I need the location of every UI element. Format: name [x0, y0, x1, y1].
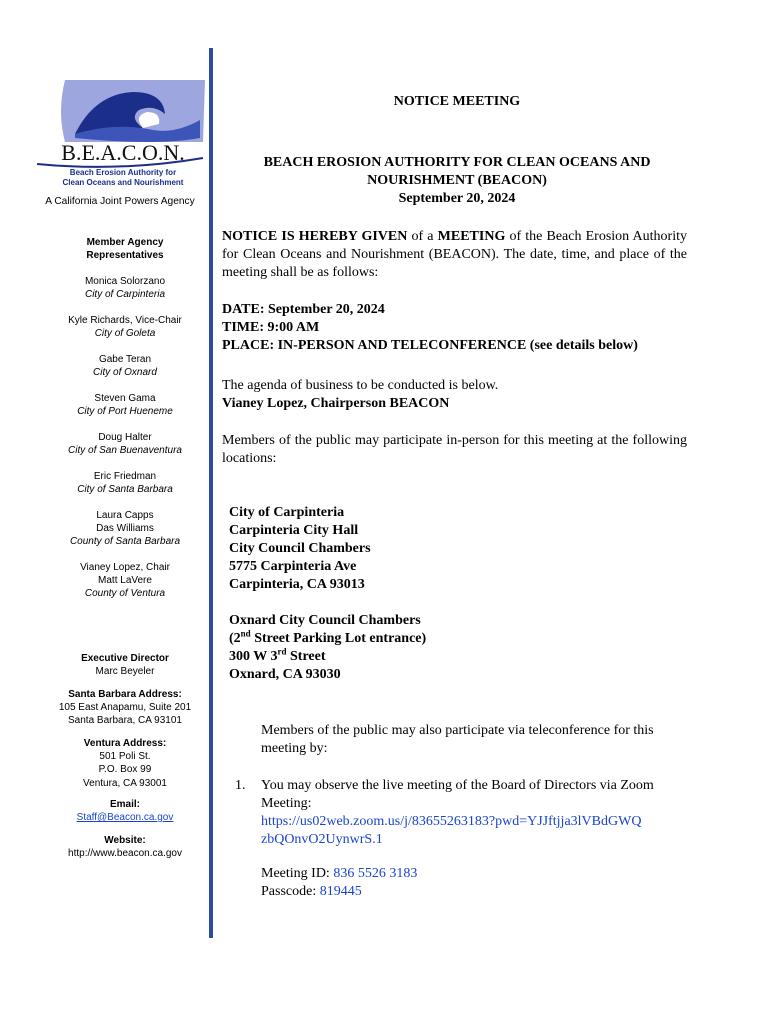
notice-title: NOTICE MEETING [393, 94, 521, 109]
svg-text:Clean Oceans and Nourishment: Clean Oceans and Nourishment [62, 178, 184, 187]
member-entry: Doug Halter City of San Buenaventura [68, 432, 182, 457]
location-carpinteria: City of Carpinteria Carpinteria City Hall City Council Chambers 5775 Carpinteria Ave Carpinteria, CA 93013 [229, 505, 371, 592]
executive-director: Executive Director Marc Beyeler [81, 653, 169, 678]
intro-paragraph: NOTICE IS HEREBY GIVEN of a MEETING of the Beach Erosion Authority for Clean Oceans and Nourishment (BEACON). The date, time, and place of the meeting shall be as follows: [222, 229, 687, 280]
passcode: 819445 [319, 884, 362, 899]
svg-text:B.E.A.C.O.N.: B.E.A.C.O.N. [61, 140, 185, 165]
ventura-address: Ventura Address: 501 Poli St. P.O. Box 99 Ventura, CA 93001 [83, 738, 167, 789]
tagline: A California Joint Powers Agency [45, 196, 195, 207]
zoom-link[interactable]: https://us02web.zoom.us/j/83655263183?pwd=YJJftjja3lVBdGWQ zbQOnvO2UynwrS.1 [261, 814, 642, 847]
member-heading: Member Agency Representatives [86, 237, 164, 262]
zoom-instructions: You may observe the live meeting of the Board of Directors via Zoom Meeting: https://us02web.zoom.us/j/83655263183?pwd=YJJftjja3lVBdGWQ zbQOnvO2UynwrS.1 [261, 777, 691, 849]
meeting-details: DATE: September 20, 2024 TIME: 9:00 AM PLACE: IN-PERSON AND TELECONFERENCE (see details below) [222, 302, 638, 353]
member-entry: Laura Capps Das Williams County of Santa Barbara [69, 510, 181, 548]
divider-line [209, 48, 213, 938]
sidebar [0, 0, 205, 1024]
list-number: 1. [235, 778, 246, 793]
member-entry: Monica Solorzano City of Carpinteria [84, 276, 166, 301]
email-link[interactable]: Staff@Beacon.ca.gov [76, 812, 174, 824]
website-block: Website: http://www.beacon.ca.gov [55, 834, 195, 860]
member-entry: Eric Friedman City of Santa Barbara [77, 471, 173, 496]
member-entry: Kyle Richards, Vice-Chair City of Goleta [68, 315, 182, 340]
agenda-block: The agenda of business to be conducted is below. Vianey Lopez, Chairperson BEACON [222, 378, 499, 411]
meeting-id: 836 5526 3183 [333, 866, 418, 881]
member-entry: Vianey Lopez, Chair Matt LaVere County of Ventura [80, 562, 170, 600]
public-participation: Members of the public may participate in-person for this meeting at the following locations: [222, 433, 687, 466]
teleconference-text: Members of the public may also participate via teleconference for this meeting by: [261, 723, 654, 756]
authority-heading: BEACH EROSION AUTHORITY FOR CLEAN OCEANS AND NOURISHMENT (BEACON) September 20, 2024 [263, 155, 651, 206]
website-text: http://www.beacon.ca.gov [68, 848, 182, 860]
meeting-credentials: Meeting ID: 836 5526 3183 Passcode: 819445 [261, 866, 418, 899]
location-oxnard: Oxnard City Council Chambers (2nd Street Parking Lot entrance) 300 W 3rd Street Oxnard, CA 93030 [229, 613, 427, 682]
member-entry: Gabe Teran City of Oxnard [93, 354, 157, 379]
svg-text:Beach Erosion Authority for: Beach Erosion Authority for [69, 168, 177, 177]
beacon-logo [35, 72, 205, 192]
member-entry: Steven Gama City of Port Hueneme [77, 393, 173, 418]
email-block: Email: Staff@Beacon.ca.gov [76, 799, 174, 824]
santa-barbara-address: Santa Barbara Address: 105 East Anapamu, Suite 201 Santa Barbara, CA 93101 [58, 689, 192, 727]
